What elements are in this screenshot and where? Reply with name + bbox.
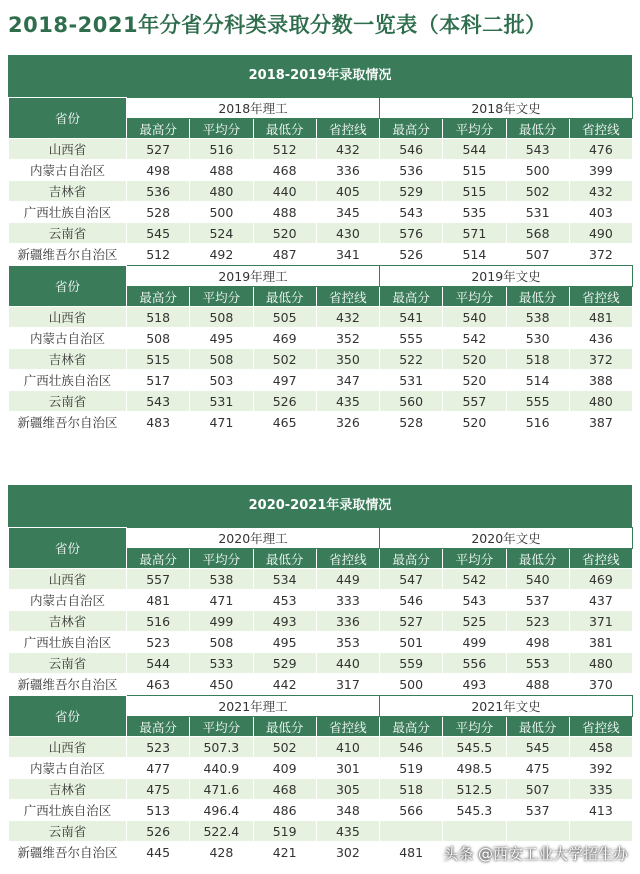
score-cell: 538 <box>190 569 253 590</box>
score-cell: 531 <box>380 370 443 391</box>
province-cell: 广西壮族自治区 <box>9 202 127 223</box>
table-row <box>9 653 633 674</box>
score-cell: 503 <box>190 370 253 391</box>
score-table <box>8 265 633 433</box>
table-row <box>9 202 633 223</box>
score-cell: 500 <box>380 674 443 695</box>
score-cell: 440 <box>253 181 316 202</box>
score-cell: 502 <box>253 737 316 758</box>
column-header: 省控线 <box>569 119 632 139</box>
score-cell: 498 <box>506 632 569 653</box>
score-cell: 547 <box>380 569 443 590</box>
score-cell: 453 <box>253 590 316 611</box>
score-cell: 518 <box>127 307 190 328</box>
science-track-header: 2021年理工 <box>127 696 380 717</box>
score-cell: 483 <box>127 412 190 433</box>
score-cell: 498 <box>127 160 190 181</box>
column-header: 平均分 <box>443 119 506 139</box>
table-row <box>9 160 633 181</box>
score-cell: 522 <box>380 349 443 370</box>
score-cell: 526 <box>253 391 316 412</box>
score-cell: 529 <box>253 653 316 674</box>
score-cell: 341 <box>316 244 379 265</box>
table-row <box>9 758 633 779</box>
section-heading: 2018-2019年录取情况 <box>8 55 632 97</box>
column-header: 最高分 <box>380 549 443 569</box>
province-cell: 广西壮族自治区 <box>9 800 127 821</box>
score-cell: 542 <box>443 328 506 349</box>
score-cell: 442 <box>253 674 316 695</box>
table-row <box>9 800 633 821</box>
score-cell: 527 <box>127 139 190 160</box>
score-cell: 502 <box>253 349 316 370</box>
score-cell: 516 <box>127 611 190 632</box>
score-cell: 409 <box>253 758 316 779</box>
arts-track-header: 2020年文史 <box>380 528 633 549</box>
score-cell: 302 <box>316 842 379 863</box>
arts-track-header: 2021年文史 <box>380 696 633 717</box>
score-cell: 523 <box>506 611 569 632</box>
table-row <box>9 307 633 328</box>
score-cell: 317 <box>316 674 379 695</box>
province-cell: 广西壮族自治区 <box>9 632 127 653</box>
province-header: 省份 <box>9 266 127 307</box>
province-cell: 云南省 <box>9 391 127 412</box>
score-cell: 544 <box>127 653 190 674</box>
column-header: 最高分 <box>127 717 190 737</box>
province-header: 省份 <box>9 696 127 737</box>
score-cell: 496.4 <box>190 800 253 821</box>
column-header: 省控线 <box>569 717 632 737</box>
column-header: 省控线 <box>569 287 632 307</box>
table-row <box>9 779 633 800</box>
column-header: 最高分 <box>380 287 443 307</box>
score-cell: 471 <box>190 412 253 433</box>
province-cell: 吉林省 <box>9 779 127 800</box>
score-cell: 413 <box>569 800 632 821</box>
table-row <box>9 632 633 653</box>
score-cell: 421 <box>253 842 316 863</box>
score-cell: 350 <box>316 349 379 370</box>
score-cell: 522.4 <box>190 821 253 842</box>
province-cell: 新疆维吾尔自治区 <box>9 244 127 265</box>
table-row <box>9 328 633 349</box>
province-cell: 内蒙古自治区 <box>9 160 127 181</box>
score-cell: 518 <box>380 779 443 800</box>
score-cell: 560 <box>380 391 443 412</box>
score-cell: 537 <box>506 800 569 821</box>
score-cell: 526 <box>127 821 190 842</box>
score-cell: 499 <box>190 611 253 632</box>
province-cell: 吉林省 <box>9 181 127 202</box>
score-table <box>8 97 633 265</box>
watermark: 头条 @西安工业大学招生办 <box>443 845 628 863</box>
score-cell: 405 <box>316 181 379 202</box>
score-cell: 566 <box>380 800 443 821</box>
table-row <box>9 412 633 433</box>
score-cell: 544 <box>443 139 506 160</box>
score-cell: 305 <box>316 779 379 800</box>
score-cell: 543 <box>443 590 506 611</box>
score-cell: 501 <box>380 632 443 653</box>
score-cell: 534 <box>253 569 316 590</box>
province-header: 省份 <box>9 528 127 569</box>
score-cell: 555 <box>380 328 443 349</box>
score-cell: 471 <box>190 590 253 611</box>
column-header: 省控线 <box>316 287 379 307</box>
section-2020-2021 <box>8 485 632 863</box>
score-cell: 507 <box>506 244 569 265</box>
score-cell: 520 <box>443 370 506 391</box>
science-track-header: 2020年理工 <box>127 528 380 549</box>
score-cell: 520 <box>443 412 506 433</box>
page-title: 2018-2021年分省分科类录取分数一览表（本科二批） <box>8 13 547 37</box>
score-cell: 543 <box>380 202 443 223</box>
score-cell: 430 <box>316 223 379 244</box>
arts-track-header: 2019年文史 <box>380 266 633 287</box>
score-cell: 437 <box>569 590 632 611</box>
column-header: 平均分 <box>190 287 253 307</box>
score-cell: 515 <box>127 349 190 370</box>
province-cell: 内蒙古自治区 <box>9 758 127 779</box>
column-header: 最高分 <box>127 549 190 569</box>
score-cell: 526 <box>380 244 443 265</box>
score-cell: 519 <box>253 821 316 842</box>
score-cell: 514 <box>506 370 569 391</box>
score-cell: 531 <box>190 391 253 412</box>
column-header: 最低分 <box>253 287 316 307</box>
column-header: 平均分 <box>443 717 506 737</box>
score-cell: 545 <box>506 737 569 758</box>
score-cell: 468 <box>253 160 316 181</box>
score-cell: 440.9 <box>190 758 253 779</box>
score-cell: 533 <box>190 653 253 674</box>
score-cell: 432 <box>316 139 379 160</box>
science-track-header: 2019年理工 <box>127 266 380 287</box>
score-cell: 440 <box>316 653 379 674</box>
table-row <box>9 391 633 412</box>
score-cell: 540 <box>443 307 506 328</box>
score-cell: 432 <box>569 181 632 202</box>
column-header: 最高分 <box>380 119 443 139</box>
column-header: 最低分 <box>506 549 569 569</box>
score-cell: 536 <box>127 181 190 202</box>
score-cell: 335 <box>569 779 632 800</box>
score-cell: 352 <box>316 328 379 349</box>
score-cell: 487 <box>253 244 316 265</box>
score-table <box>8 527 633 695</box>
score-cell: 557 <box>127 569 190 590</box>
score-cell: 370 <box>569 674 632 695</box>
province-cell: 内蒙古自治区 <box>9 590 127 611</box>
score-cell: 543 <box>506 139 569 160</box>
table-row <box>9 821 633 842</box>
score-cell: 576 <box>380 223 443 244</box>
score-cell: 480 <box>190 181 253 202</box>
province-cell: 新疆维吾尔自治区 <box>9 674 127 695</box>
score-cell: 463 <box>127 674 190 695</box>
score-cell: 468 <box>253 779 316 800</box>
score-cell: 545.5 <box>443 737 506 758</box>
score-cell: 333 <box>316 590 379 611</box>
table-row <box>9 569 633 590</box>
score-cell: 475 <box>127 779 190 800</box>
score-cell: 546 <box>380 139 443 160</box>
score-cell: 516 <box>190 139 253 160</box>
score-cell: 502 <box>506 181 569 202</box>
science-track-header: 2018年理工 <box>127 98 380 119</box>
column-header: 平均分 <box>190 549 253 569</box>
score-cell: 476 <box>569 139 632 160</box>
score-cell: 536 <box>380 160 443 181</box>
score-cell: 475 <box>506 758 569 779</box>
score-cell: 481 <box>127 590 190 611</box>
score-cell: 528 <box>127 202 190 223</box>
score-cell: 492 <box>190 244 253 265</box>
score-cell: 392 <box>569 758 632 779</box>
score-cell: 508 <box>190 349 253 370</box>
score-cell: 528 <box>380 412 443 433</box>
score-cell <box>380 821 443 842</box>
score-cell: 555 <box>506 391 569 412</box>
score-cell: 520 <box>253 223 316 244</box>
score-cell: 538 <box>506 307 569 328</box>
score-cell: 498.5 <box>443 758 506 779</box>
column-header: 最低分 <box>253 119 316 139</box>
score-cell: 445 <box>127 842 190 863</box>
score-cell: 372 <box>569 244 632 265</box>
score-cell: 493 <box>443 674 506 695</box>
score-cell: 524 <box>190 223 253 244</box>
score-cell: 435 <box>316 391 379 412</box>
table-row <box>9 674 633 695</box>
score-cell: 508 <box>190 632 253 653</box>
score-cell: 516 <box>506 412 569 433</box>
score-cell: 387 <box>569 412 632 433</box>
score-cell: 336 <box>316 160 379 181</box>
arts-track-header: 2018年文史 <box>380 98 633 119</box>
score-cell: 527 <box>380 611 443 632</box>
score-cell: 523 <box>127 737 190 758</box>
score-cell <box>506 821 569 842</box>
score-cell: 520 <box>443 349 506 370</box>
score-cell: 559 <box>380 653 443 674</box>
score-cell: 545 <box>127 223 190 244</box>
column-header: 省控线 <box>316 549 379 569</box>
score-cell: 436 <box>569 328 632 349</box>
score-cell: 449 <box>316 569 379 590</box>
score-cell: 513 <box>127 800 190 821</box>
score-cell: 518 <box>506 349 569 370</box>
score-cell: 469 <box>569 569 632 590</box>
score-cell: 469 <box>253 328 316 349</box>
score-cell: 403 <box>569 202 632 223</box>
section-heading: 2020-2021年录取情况 <box>8 485 632 527</box>
column-header: 省控线 <box>316 119 379 139</box>
score-cell: 371 <box>569 611 632 632</box>
score-cell: 388 <box>569 370 632 391</box>
province-cell: 新疆维吾尔自治区 <box>9 412 127 433</box>
column-header: 最低分 <box>506 717 569 737</box>
score-cell: 493 <box>253 611 316 632</box>
column-header: 最高分 <box>380 717 443 737</box>
section-2018-2019 <box>8 55 632 433</box>
score-cell: 372 <box>569 349 632 370</box>
column-header: 省控线 <box>569 549 632 569</box>
province-cell: 山西省 <box>9 737 127 758</box>
score-cell: 512 <box>253 139 316 160</box>
column-header: 最低分 <box>253 717 316 737</box>
score-cell: 514 <box>443 244 506 265</box>
table-row <box>9 611 633 632</box>
column-header: 最高分 <box>127 119 190 139</box>
score-cell: 512.5 <box>443 779 506 800</box>
column-header: 平均分 <box>443 549 506 569</box>
score-cell: 505 <box>253 307 316 328</box>
score-cell: 530 <box>506 328 569 349</box>
score-cell: 500 <box>506 160 569 181</box>
table-row <box>9 181 633 202</box>
province-cell: 山西省 <box>9 307 127 328</box>
column-header: 平均分 <box>190 119 253 139</box>
table-row <box>9 349 633 370</box>
province-cell: 广西壮族自治区 <box>9 370 127 391</box>
score-cell: 557 <box>443 391 506 412</box>
table-row <box>9 590 633 611</box>
score-cell: 481 <box>380 842 443 863</box>
score-cell: 432 <box>316 307 379 328</box>
score-cell: 542 <box>443 569 506 590</box>
score-cell: 450 <box>190 674 253 695</box>
score-cell: 523 <box>127 632 190 653</box>
score-cell: 512 <box>127 244 190 265</box>
score-cell <box>443 821 506 842</box>
score-cell: 497 <box>253 370 316 391</box>
score-cell: 486 <box>253 800 316 821</box>
score-cell: 500 <box>190 202 253 223</box>
score-cell: 499 <box>443 632 506 653</box>
score-cell: 531 <box>506 202 569 223</box>
score-cell: 556 <box>443 653 506 674</box>
score-cell: 353 <box>316 632 379 653</box>
score-cell: 515 <box>443 160 506 181</box>
score-cell: 435 <box>316 821 379 842</box>
score-table <box>8 695 633 863</box>
score-cell: 507 <box>506 779 569 800</box>
score-cell: 508 <box>127 328 190 349</box>
column-header: 平均分 <box>443 287 506 307</box>
score-cell: 553 <box>506 653 569 674</box>
score-cell: 345 <box>316 202 379 223</box>
score-cell: 545.3 <box>443 800 506 821</box>
table-row <box>9 737 633 758</box>
score-cell: 488 <box>253 202 316 223</box>
score-cell: 348 <box>316 800 379 821</box>
province-cell: 新疆维吾尔自治区 <box>9 842 127 863</box>
column-header: 最低分 <box>253 549 316 569</box>
column-header: 平均分 <box>190 717 253 737</box>
score-cell: 540 <box>506 569 569 590</box>
score-cell: 458 <box>569 737 632 758</box>
score-cell: 546 <box>380 737 443 758</box>
score-cell: 568 <box>506 223 569 244</box>
score-cell: 525 <box>443 611 506 632</box>
score-cell: 471.6 <box>190 779 253 800</box>
score-cell: 508 <box>190 307 253 328</box>
score-cell: 571 <box>443 223 506 244</box>
column-header: 省控线 <box>316 717 379 737</box>
province-cell: 云南省 <box>9 821 127 842</box>
score-cell: 543 <box>127 391 190 412</box>
score-cell: 537 <box>506 590 569 611</box>
province-cell: 山西省 <box>9 569 127 590</box>
column-header: 最低分 <box>506 287 569 307</box>
score-cell: 488 <box>506 674 569 695</box>
score-cell: 495 <box>253 632 316 653</box>
province-header: 省份 <box>9 98 127 139</box>
score-cell: 517 <box>127 370 190 391</box>
score-cell: 347 <box>316 370 379 391</box>
score-cell: 410 <box>316 737 379 758</box>
score-cell: 546 <box>380 590 443 611</box>
score-cell: 490 <box>569 223 632 244</box>
score-cell: 480 <box>569 391 632 412</box>
table-row <box>9 244 633 265</box>
table-row <box>9 223 633 244</box>
score-cell: 336 <box>316 611 379 632</box>
score-cell: 477 <box>127 758 190 779</box>
column-header: 最高分 <box>127 287 190 307</box>
score-cell: 515 <box>443 181 506 202</box>
score-cell: 541 <box>380 307 443 328</box>
score-cell: 428 <box>190 842 253 863</box>
score-cell: 381 <box>569 632 632 653</box>
score-cell: 529 <box>380 181 443 202</box>
province-cell: 内蒙古自治区 <box>9 328 127 349</box>
column-header: 最低分 <box>506 119 569 139</box>
score-cell: 480 <box>569 653 632 674</box>
score-cell: 519 <box>380 758 443 779</box>
score-cell: 326 <box>316 412 379 433</box>
score-cell: 301 <box>316 758 379 779</box>
score-cell: 481 <box>569 307 632 328</box>
table-row <box>9 370 633 391</box>
province-cell: 山西省 <box>9 139 127 160</box>
score-cell: 535 <box>443 202 506 223</box>
score-cell: 495 <box>190 328 253 349</box>
score-cell: 465 <box>253 412 316 433</box>
province-cell: 云南省 <box>9 223 127 244</box>
province-cell: 吉林省 <box>9 611 127 632</box>
score-cell: 399 <box>569 160 632 181</box>
province-cell: 云南省 <box>9 653 127 674</box>
score-cell: 507.3 <box>190 737 253 758</box>
table-row <box>9 139 633 160</box>
score-cell: 488 <box>190 160 253 181</box>
province-cell: 吉林省 <box>9 349 127 370</box>
score-cell <box>569 821 632 842</box>
